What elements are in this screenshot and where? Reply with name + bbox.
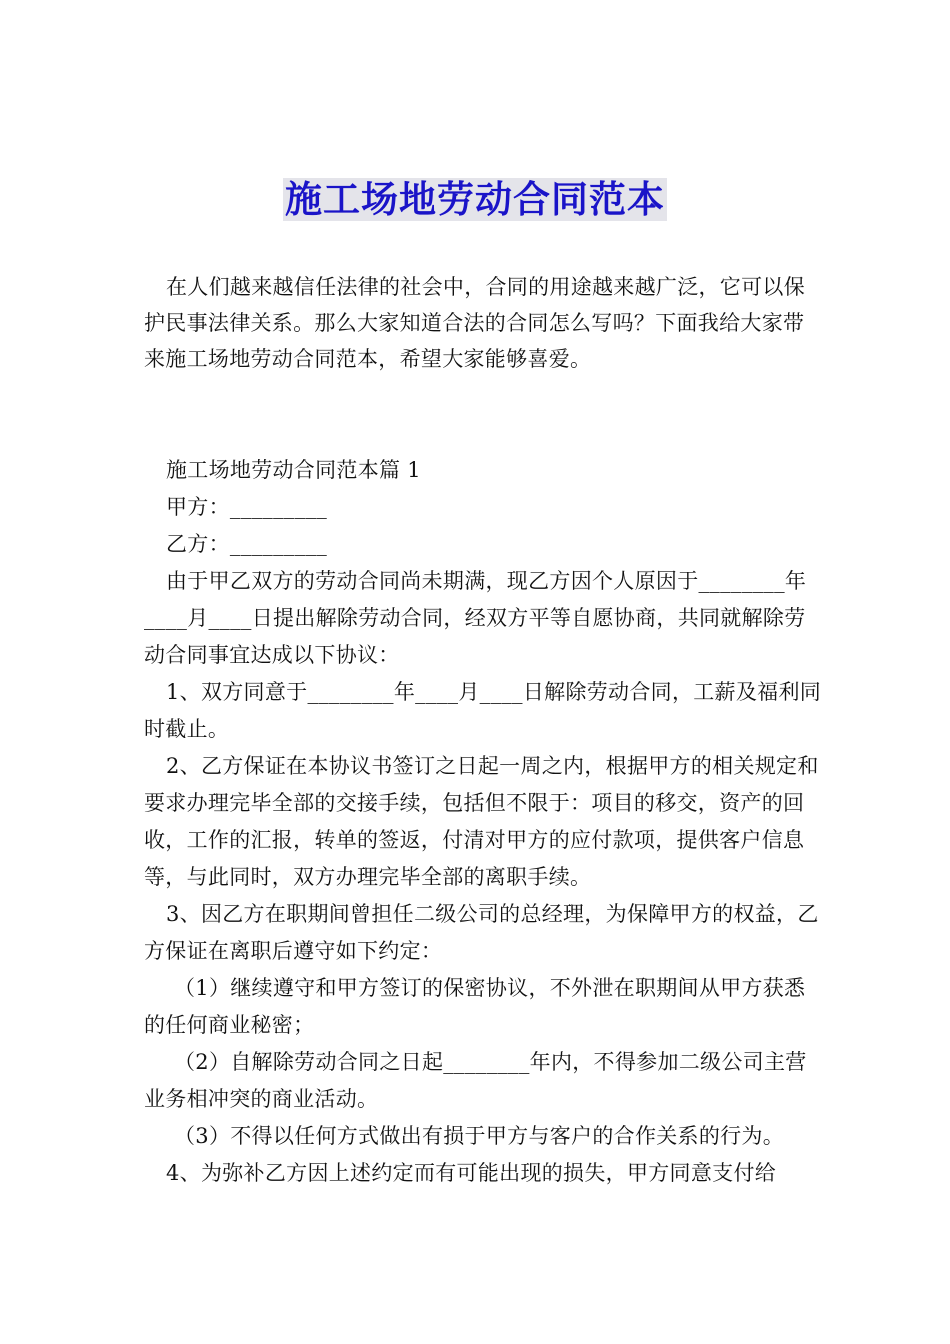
clause-4: 4、为弥补乙方因上述约定而有可能出现的损失，甲方同意支付给 <box>166 1161 777 1185</box>
intro-block <box>144 269 824 377</box>
document-title <box>0 176 950 224</box>
clause-3: 3、因乙方在职期间曾担任二级公司的总经理，为保障甲方的权益，乙方保证在离职后遵守如下约定： <box>144 902 819 963</box>
clause-3-item-3: （3）不得以任何方式做出有损于甲方与客户的合作关系的行为。 <box>174 1124 785 1148</box>
party-b-line: 乙方：_________ <box>166 532 328 556</box>
preamble-paragraph: 由于甲乙双方的劳动合同尚未期满，现乙方因个人原因于________年____月____日提出解除劳动合同，经双方平等自愿协商，共同就解除劳动合同事宜达成以下协议： <box>144 569 807 667</box>
clause-2: 2、乙方保证在本协议书签订之日起一周之内，根据甲方的相关规定和要求办理完毕全部的交接手续，包括但不限于：项目的移交，资产的回收，工作的汇报，转单的签返，付清对甲方的应付款项，提供客户信息等，与此同时，双方办理完毕全部的离职手续。 <box>144 754 819 889</box>
clause-1: 1、双方同意于________年____月____日解除劳动合同，工薪及福利同时截止。 <box>144 680 822 741</box>
clause-3-item-2: （2）自解除劳动合同之日起________年内，不得参加二级公司主营业务相冲突的商业活动。 <box>144 1050 807 1111</box>
document-title-text: 施工场地劳动合同范本 <box>285 178 665 221</box>
intro-paragraph: 在人们越来越信任法律的社会中，合同的用途越来越广泛，它可以保护民事法律关系。那么大家知道合法的合同怎么写吗？下面我给大家带来施工场地劳动合同范本，希望大家能够喜爱。 <box>144 275 805 371</box>
party-a-line: 甲方：_________ <box>166 495 328 519</box>
contract-body <box>144 452 824 1192</box>
section-heading: 施工场地劳动合同范本篇 1 <box>166 458 421 482</box>
clause-3-item-1: （1）继续遵守和甲方签订的保密协议，不外泄在职期间从甲方获悉的任何商业秘密； <box>144 976 806 1037</box>
